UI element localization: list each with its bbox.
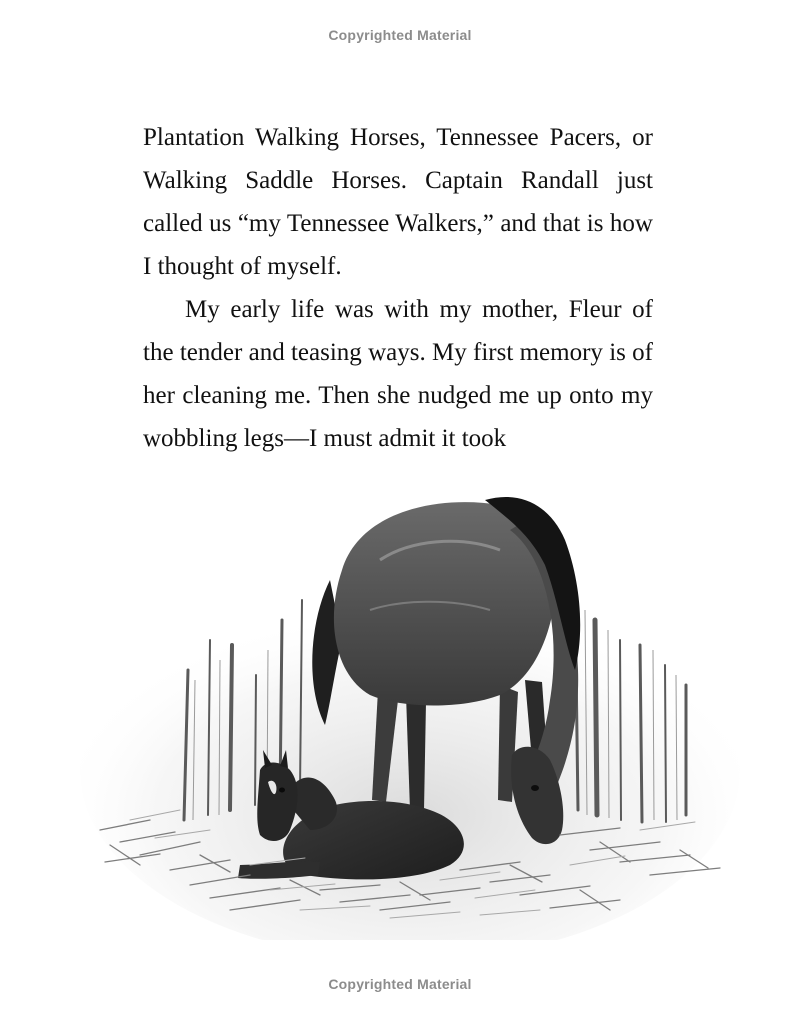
body-text: [143, 116, 653, 460]
copyright-watermark-bottom: Copyrighted Material: [328, 976, 472, 992]
foal-eye: [279, 788, 285, 793]
horse-and-foal-illustration: [80, 470, 740, 940]
paragraph-2: My early life was with my mother, Fleur of the tender and teasing ways. My first memory is of her cleaning me. Then she nudged me up onto my wobbling legs—I must admit it took: [143, 296, 653, 452]
mare-eye: [531, 785, 539, 791]
paragraph-1: Plantation Walking Horses, Tennessee Pacers, or Walking Saddle Horses. Captain Randall just called us “my Tennessee Walkers,” and that is how I thought of myself.: [143, 124, 653, 280]
copyright-watermark-top: Copyrighted Material: [328, 27, 472, 43]
